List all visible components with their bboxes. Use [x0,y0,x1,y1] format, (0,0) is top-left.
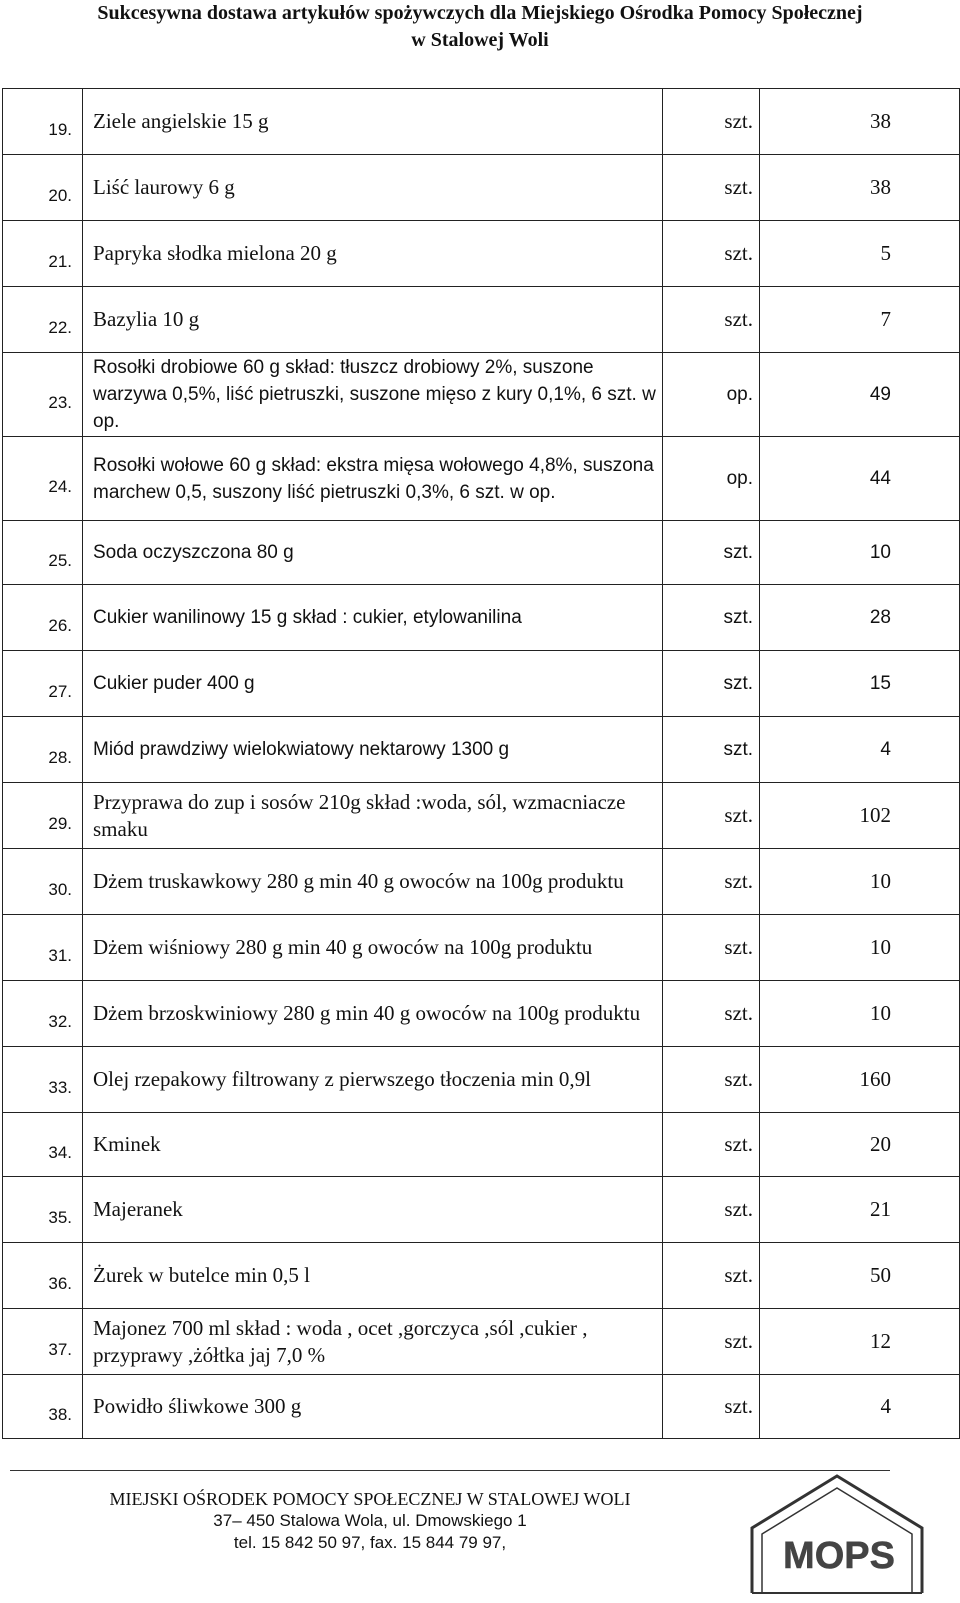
quantity: 49 [760,353,960,437]
row-number: 26. [3,585,83,651]
quantity: 10 [760,849,960,915]
unit-of-measure: szt. [663,521,760,585]
product-name: Ziele angielskie 15 g [83,89,663,155]
header-line-1: Sukcesywna dostawa artykułów spożywczych dla Miejskiego Ośrodka Pomocy Społecznej [97,2,863,24]
row-number: 24. [3,437,83,521]
product-name: Powidło śliwkowe 300 g [83,1375,663,1439]
quantity: 102 [760,783,960,849]
table-row [3,287,960,353]
table-row [3,783,960,849]
unit-of-measure: szt. [663,1243,760,1309]
unit-of-measure: op. [663,353,760,437]
product-name: Cukier wanilinowy 15 g skład : cukier, etylowanilina [83,585,663,651]
product-name: Przyprawa do zup i sosów 210g skład :woda, sól, wzmacniacze smaku [83,783,663,849]
row-number: 20. [3,155,83,221]
table-row [3,651,960,717]
quantity: 50 [760,1243,960,1309]
table-row [3,915,960,981]
quantity: 21 [760,1177,960,1243]
quantity: 4 [760,717,960,783]
table-row [3,1113,960,1177]
header-line-2: w Stalowej Woli [411,29,549,51]
unit-of-measure: szt. [663,155,760,221]
product-name: Miód prawdziwy wielokwiatowy nektarowy 1300 g [83,717,663,783]
product-name: Dżem truskawkowy 280 g min 40 g owoców na 100g produktu [83,849,663,915]
product-name: Żurek w butelce min 0,5 l [83,1243,663,1309]
product-name: Papryka słodka mielona 20 g [83,221,663,287]
quantity: 160 [760,1047,960,1113]
product-name: Cukier puder 400 g [83,651,663,717]
quantity: 44 [760,437,960,521]
table-row [3,1047,960,1113]
table-row [3,89,960,155]
unit-of-measure: szt. [663,849,760,915]
table-row [3,437,960,521]
unit-of-measure: szt. [663,89,760,155]
row-number: 35. [3,1177,83,1243]
footer [20,1488,720,1554]
quantity: 28 [760,585,960,651]
row-number: 34. [3,1113,83,1177]
row-number: 30. [3,849,83,915]
table-row [3,1177,960,1243]
unit-of-measure: szt. [663,585,760,651]
table-row [3,1243,960,1309]
footer-phone: tel. 15 842 50 97, fax. 15 844 79 97, [233,1533,507,1552]
row-number: 29. [3,783,83,849]
unit-of-measure: szt. [663,1309,760,1375]
row-number: 33. [3,1047,83,1113]
footer-address: 37– 450 Stalowa Wola, ul. Dmowskiego 1 [213,1511,527,1530]
unit-of-measure: szt. [663,1177,760,1243]
unit-of-measure: szt. [663,287,760,353]
table-row [3,521,960,585]
row-number: 23. [3,353,83,437]
product-name: Kminek [83,1113,663,1177]
logo-text: MOPS [783,1535,895,1577]
row-number: 31. [3,915,83,981]
quantity: 10 [760,915,960,981]
table-row [3,717,960,783]
row-number: 32. [3,981,83,1047]
product-name: Liść laurowy 6 g [83,155,663,221]
quantity: 10 [760,521,960,585]
quantity: 5 [760,221,960,287]
product-name: Rosołki drobiowe 60 g skład: tłuszcz drobiowy 2%, suszone warzywa 0,5%, liść pietruszki, suszone mięso z kury 0,1%, 6 szt. w op. [83,353,663,437]
footer-institution: MIEJSKI OŚRODEK POMOCY SPOŁECZNEJ W STALOWEJ WOLI [109,1489,631,1509]
row-number: 19. [3,89,83,155]
product-name: Majonez 700 ml skład : woda , ocet ,gorczyca ,sól ,cukier , przyprawy ,żółtka jaj 7,0 % [83,1309,663,1375]
unit-of-measure: op. [663,437,760,521]
row-number: 28. [3,717,83,783]
unit-of-measure: szt. [663,981,760,1047]
product-name: Majeranek [83,1177,663,1243]
unit-of-measure: szt. [663,783,760,849]
quantity: 15 [760,651,960,717]
product-name: Soda oczyszczona 80 g [83,521,663,585]
row-number: 38. [3,1375,83,1439]
unit-of-measure: szt. [663,1047,760,1113]
table-row [3,1375,960,1439]
unit-of-measure: szt. [663,1113,760,1177]
items-table-body [3,89,960,1439]
document-header [0,0,960,54]
row-number: 22. [3,287,83,353]
product-name: Dżem wiśniowy 280 g min 40 g owoców na 100g produktu [83,915,663,981]
quantity: 38 [760,155,960,221]
table-row [3,221,960,287]
table-row [3,1309,960,1375]
table-row [3,849,960,915]
unit-of-measure: szt. [663,651,760,717]
row-number: 36. [3,1243,83,1309]
unit-of-measure: szt. [663,717,760,783]
quantity: 20 [760,1113,960,1177]
table-row [3,155,960,221]
items-table [2,88,960,1439]
quantity: 12 [760,1309,960,1375]
quantity: 4 [760,1375,960,1439]
row-number: 27. [3,651,83,717]
table-row [3,585,960,651]
row-number: 37. [3,1309,83,1375]
table-row [3,353,960,437]
unit-of-measure: szt. [663,221,760,287]
product-name: Rosołki wołowe 60 g skład: ekstra mięsa wołowego 4,8%, suszona marchew 0,5, suszony liść pietruszki 0,3%, 6 szt. w op. [83,437,663,521]
quantity: 7 [760,287,960,353]
unit-of-measure: szt. [663,915,760,981]
table-row [3,981,960,1047]
quantity: 38 [760,89,960,155]
unit-of-measure: szt. [663,1375,760,1439]
mops-logo-icon [742,1468,937,1603]
product-name: Olej rzepakowy filtrowany z pierwszego tłoczenia min 0,9l [83,1047,663,1113]
product-name: Dżem brzoskwiniowy 280 g min 40 g owoców na 100g produktu [83,981,663,1047]
product-name: Bazylia 10 g [83,287,663,353]
row-number: 25. [3,521,83,585]
row-number: 21. [3,221,83,287]
quantity: 10 [760,981,960,1047]
